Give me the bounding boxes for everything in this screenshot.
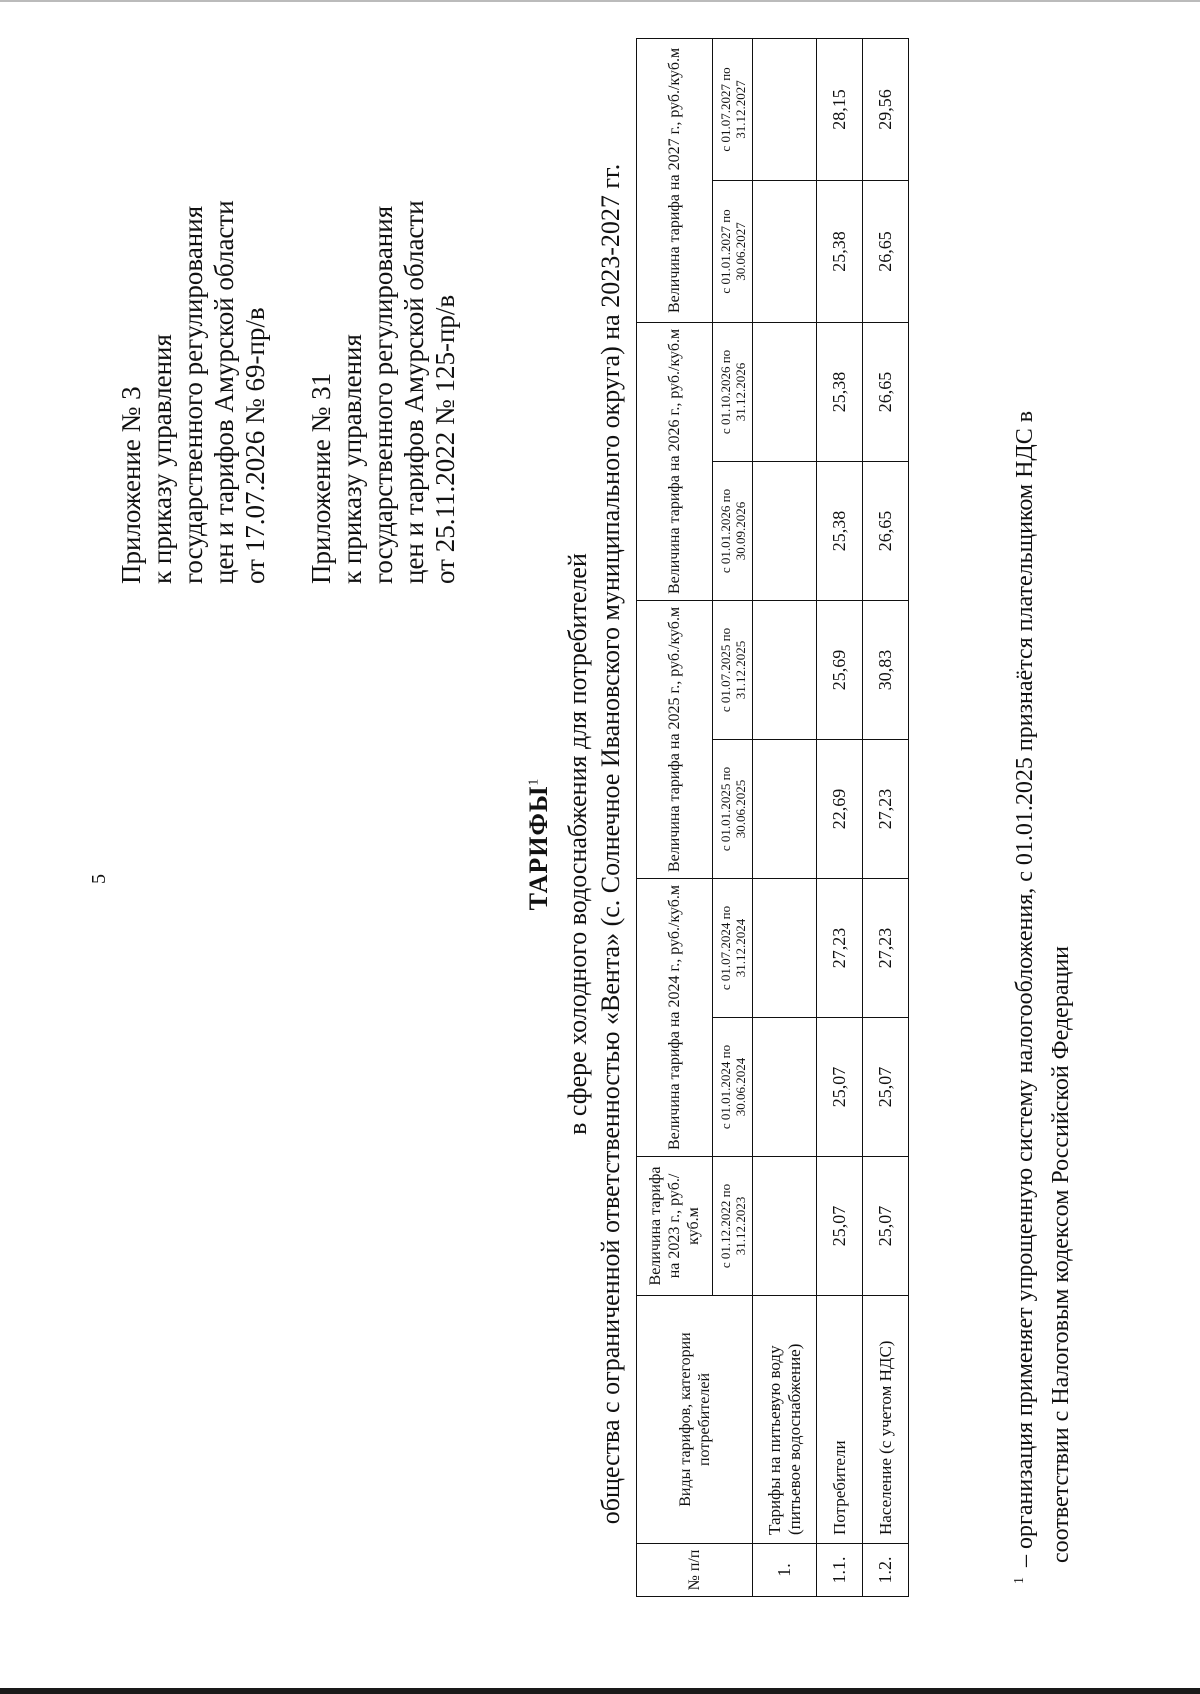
header-2026: Величина тарифа на 2026 г., руб./куб.м	[637, 322, 713, 600]
period-cell: с 01.01.2025 по 30.06.2025	[713, 739, 753, 878]
appendix-old-line: цен и тарифов Амурской области	[399, 200, 429, 584]
row-num: 1.	[753, 1544, 817, 1597]
period-cell: с 01.01.2026 по 30.09.2026	[713, 461, 753, 600]
period-cell: с 01.07.2024 по 31.12.2024	[713, 878, 753, 1017]
value-cell: 25,69	[817, 600, 863, 739]
value-cell: 26,65	[863, 461, 909, 600]
value-cell: 25,38	[817, 322, 863, 461]
period-cell: с 01.12.2022 по 31.12.2023	[713, 1157, 753, 1296]
period-cell: с 01.01.2027 по 30.06.2027	[713, 180, 753, 322]
appendix-new-line: цен и тарифов Амурской области	[209, 200, 239, 584]
table-row	[817, 38, 863, 1596]
value-cell	[753, 461, 817, 600]
value-cell	[753, 878, 817, 1017]
value-cell: 28,15	[817, 38, 863, 180]
document-subtitle-line-2: общества с ограниченной ответственностью «Вента» (с. Солнечное Ивановского муниципального округа) на 2023-2027 гг.	[596, 163, 625, 1525]
header-kind: Виды тарифов, категории потребителей	[637, 1296, 753, 1544]
title-footnote-mark: 1	[526, 777, 542, 786]
header-num: № п/п	[637, 1544, 753, 1597]
value-cell	[753, 600, 817, 739]
period-cell: с 01.07.2025 по 31.12.2025	[713, 600, 753, 739]
value-cell	[753, 739, 817, 878]
value-cell: 27,23	[863, 739, 909, 878]
document-subtitle-line-1: в сфере холодного водоснабжения для потребителей	[563, 553, 592, 1135]
footnote-text-1: – организация применяет упрощенную систему налогообложения, с 01.01.2025 признаётся плательщиком НДС в	[1012, 410, 1038, 1573]
document-title	[524, 234, 554, 1454]
appendix-new-header	[116, 44, 271, 584]
footnote-line-1	[1012, 24, 1039, 1584]
footnote-mark: 1	[1012, 1577, 1027, 1584]
value-cell: 27,23	[863, 878, 909, 1017]
value-cell	[753, 322, 817, 461]
appendix-new-line: Приложение № 3	[116, 386, 146, 584]
table-header-row	[637, 38, 713, 1596]
appendix-old-line: от 25.11.2022 № 125-пр/в	[430, 294, 460, 584]
table-row	[753, 38, 817, 1596]
value-cell: 26,65	[863, 180, 909, 322]
value-cell: 27,23	[817, 878, 863, 1017]
value-cell: 25,07	[863, 1018, 909, 1157]
period-cell: с 01.07.2027 по 31.12.2027	[713, 38, 753, 180]
value-cell: 25,07	[817, 1018, 863, 1157]
value-cell: 25,38	[817, 461, 863, 600]
appendix-old-header	[306, 44, 461, 584]
value-cell	[753, 1157, 817, 1296]
appendix-old-line: государственного регулирования	[368, 205, 398, 584]
period-cell: с 01.01.2024 по 30.06.2024	[713, 1018, 753, 1157]
appendix-old-line: Приложение № 31	[306, 372, 336, 584]
value-cell	[753, 38, 817, 180]
table-row	[863, 38, 909, 1596]
appendix-new-line: к приказу управления	[147, 334, 177, 584]
document-title-text: ТАРИФЫ	[524, 785, 553, 911]
row-num: 1.1.	[817, 1544, 863, 1597]
row-num: 1.2.	[863, 1544, 909, 1597]
page-number: 5	[88, 874, 110, 884]
value-cell: 25,07	[817, 1157, 863, 1296]
period-cell: с 01.10.2026 по 31.12.2026	[713, 322, 753, 461]
appendix-new-line: от 17.07.2026 № 69-пр/в	[240, 307, 270, 584]
row-name: Потребители	[817, 1296, 863, 1544]
value-cell	[753, 1018, 817, 1157]
row-name: Население (с учетом НДС)	[863, 1296, 909, 1544]
value-cell: 30,83	[863, 600, 909, 739]
row-name: Тарифы на питьевую воду (питьевое водоснабжение)	[753, 1296, 817, 1544]
header-2025: Величина тарифа на 2025 г., руб./куб.м	[637, 600, 713, 878]
header-2023: Величина тарифа на 2023 г., руб./куб.м	[637, 1157, 713, 1296]
header-2024: Величина тарифа на 2024 г., руб./куб.м	[637, 878, 713, 1156]
tariff-table	[636, 38, 909, 1597]
value-cell: 25,07	[863, 1157, 909, 1296]
appendix-old-line: к приказу управления	[337, 334, 367, 584]
value-cell: 22,69	[817, 739, 863, 878]
appendix-new-line: государственного регулирования	[178, 205, 208, 584]
value-cell: 26,65	[863, 322, 909, 461]
value-cell: 29,56	[863, 38, 909, 180]
footnote-line-2: соответствии с Налоговым кодексом Российской Федерации	[1048, 945, 1074, 1563]
header-2027: Величина тарифа на 2027 г., руб./куб.м	[637, 38, 713, 322]
value-cell: 25,38	[817, 180, 863, 322]
value-cell	[753, 180, 817, 322]
